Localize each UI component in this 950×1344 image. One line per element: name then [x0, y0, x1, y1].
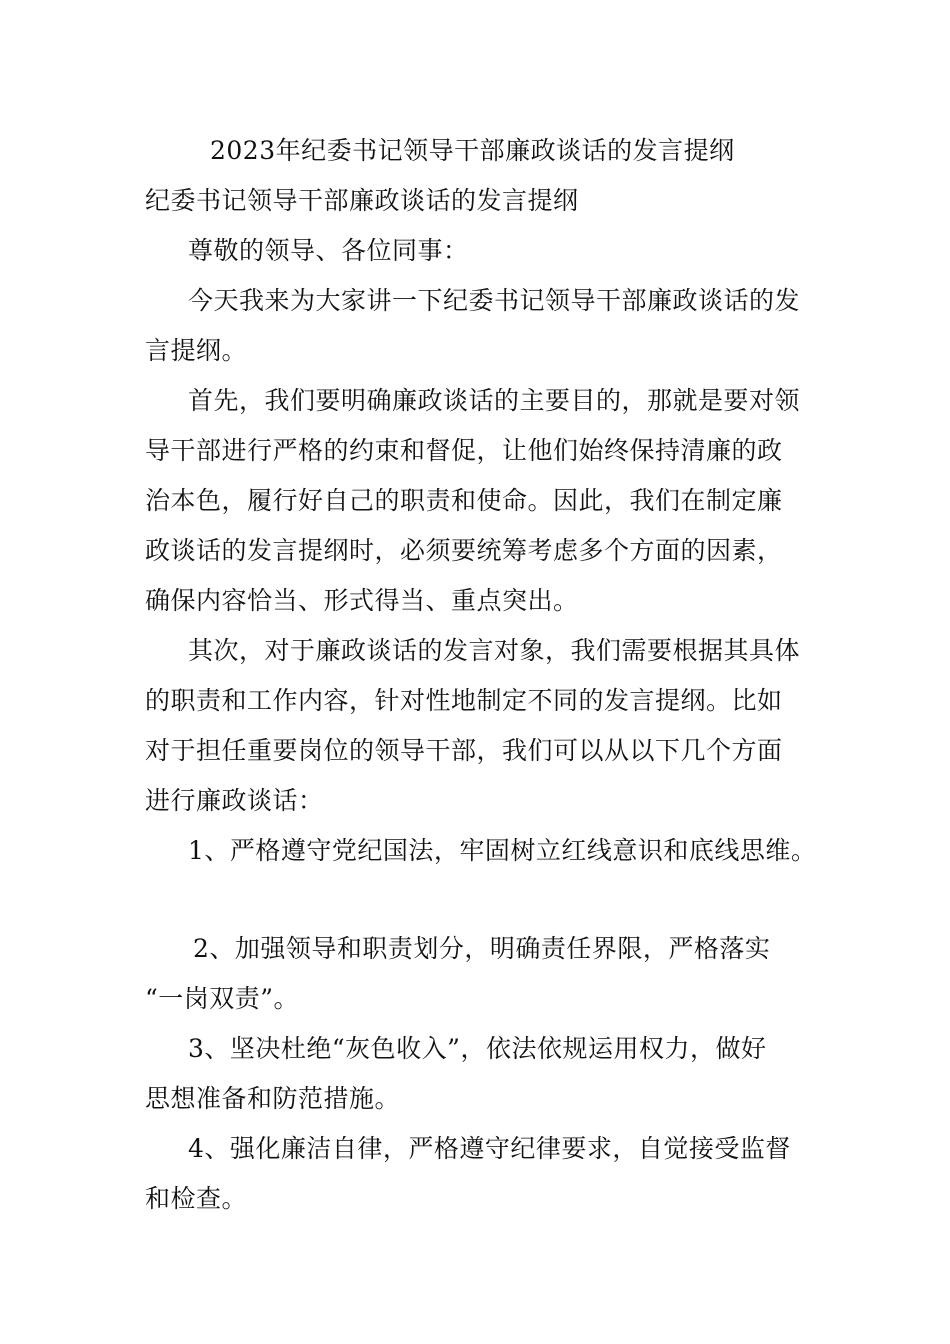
list-item-4-line-2: 和检查。 [145, 1184, 248, 1213]
paragraph-1-line-2: 言提纲。 [145, 336, 248, 365]
paragraph-3-line-4: 进行廉政谈话： [145, 786, 324, 815]
list-item-2-line-2: “一岗双责”。 [145, 984, 300, 1013]
document-title: 2023年纪委书记领导干部廉政谈话的发言提纲 [210, 136, 735, 165]
document-subtitle: 纪委书记领导干部廉政谈话的发言提纲 [145, 186, 579, 215]
list-item-3-line-2: 思想准备和防范措施。 [145, 1084, 401, 1113]
list-item-1: 1、严格遵守党纪国法，牢固树立红线意识和底线思维。 [188, 836, 817, 865]
paragraph-2-line-3: 治本色，履行好自己的职责和使命。因此，我们在制定廉 [145, 486, 783, 515]
greeting-line: 尊敬的领导、各位同事： [188, 236, 469, 265]
paragraph-2-line-5: 确保内容恰当、形式得当、重点突出。 [145, 586, 579, 615]
paragraph-3-line-3: 对于担任重要岗位的领导干部，我们可以从以下几个方面 [145, 736, 783, 765]
list-item-2-line-1: 2、加强领导和职责划分，明确责任界限，严格落实 [193, 934, 771, 963]
paragraph-3-line-2: 的职责和工作内容，针对性地制定不同的发言提纲。比如 [145, 686, 783, 715]
paragraph-3-line-1: 其次，对于廉政谈话的发言对象，我们需要根据其具体 [188, 636, 801, 665]
paragraph-2-line-4: 政谈话的发言提纲时，必须要统筹考虑多个方面的因素， [145, 536, 783, 565]
paragraph-2-line-2: 导干部进行严格的约束和督促，让他们始终保持清廉的政 [145, 436, 783, 465]
paragraph-1-line-1: 今天我来为大家讲一下纪委书记领导干部廉政谈话的发 [188, 286, 801, 315]
list-item-4-line-1: 4、强化廉洁自律，严格遵守纪律要求，自觉接受监督 [188, 1134, 791, 1163]
list-item-3-line-1: 3、坚决杜绝“灰色收入”，依法依规运用权力，做好 [188, 1034, 767, 1063]
paragraph-2-line-1: 首先，我们要明确廉政谈话的主要目的，那就是要对领 [188, 386, 801, 415]
